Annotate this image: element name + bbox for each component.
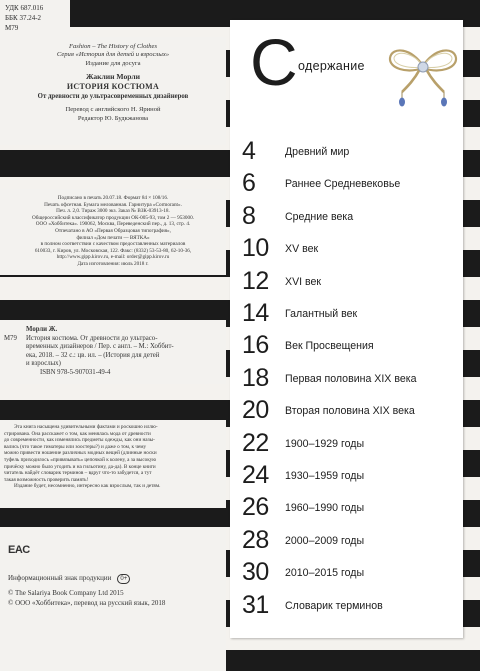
annotation-line: туфель приходилось «привязывать» цепочкой к колену, а за высокую xyxy=(4,456,157,463)
jeweled-bow-brooch-icon xyxy=(386,36,460,110)
toc-page-number: 12 xyxy=(242,266,269,295)
isbn: ISBN 978-5-907031-49-4 xyxy=(40,368,111,376)
annotation-block xyxy=(0,420,226,508)
toc-chapter-title: XV век xyxy=(285,243,319,256)
toc-page-number: 14 xyxy=(242,299,269,327)
toc-page-number: 16 xyxy=(242,331,269,360)
annotation-line: Издание будет, несомненно, интересно как взрослым, так и детям. xyxy=(14,483,161,490)
toc-page-number: 4 xyxy=(242,137,256,165)
imprint-line: Отпечатано в АО «Первая Образцовая типография», xyxy=(55,227,171,234)
age-rating-badge: 0+ xyxy=(117,574,130,584)
translator: Перевод с английского Н. Яриной xyxy=(65,106,161,114)
toc-page-number: 28 xyxy=(242,525,269,554)
toc-entry[interactable] xyxy=(230,492,463,522)
toc-chapter-title: Словарик терминов xyxy=(285,599,383,612)
annotation-line: вались (что такое гиматеры или зоостеры?) и даже о том, к чему xyxy=(4,443,147,450)
toc-page-number: 30 xyxy=(242,558,269,587)
annotation-line: можно привести ношение различных модных вещей (длинные носки xyxy=(4,450,157,457)
toc-entry[interactable] xyxy=(230,460,463,490)
toc-entry[interactable] xyxy=(230,395,463,425)
original-series: Fashion – The History of Clothes xyxy=(68,43,158,50)
toc-chapter-title: 1900–1929 годы xyxy=(285,437,365,450)
udk-block xyxy=(0,0,70,37)
toc-chapter-title: Первая половина XIX века xyxy=(285,372,417,385)
bbk-code: ББК 37.24-2 xyxy=(5,14,42,22)
imprint-line: 610033, г. Киров, ул. Московская, 122. Факс: (8332) 53-53-80, 62-10-36, xyxy=(34,247,192,254)
imprint-line: Подписано в печать 20.07.18. Формат 84 × 108/16. xyxy=(57,195,169,201)
toc-entry[interactable] xyxy=(230,330,463,360)
eac-logo: EAC xyxy=(8,544,30,556)
toc-page-number: 10 xyxy=(242,234,269,263)
edition-type: Издание для досуга xyxy=(85,59,141,67)
toc-page-number: 24 xyxy=(242,461,269,489)
copyright-original: © The Salariya Book Company Ltd 2015 xyxy=(8,589,124,597)
contents-title: одержание xyxy=(298,59,365,73)
toc-entry[interactable] xyxy=(230,525,463,555)
annotation-line: до современности, как изменялись предметы одежды, как они назы- xyxy=(4,437,155,444)
toc-page-number: 6 xyxy=(242,169,256,198)
toc-chapter-title: Раннее Средневековье xyxy=(285,178,401,191)
annotation-line: такая возможность проверить память! xyxy=(4,476,89,483)
imprint-block xyxy=(0,189,226,275)
toc-page-number: 22 xyxy=(242,428,269,457)
toc-chapter-title: Век Просвещения xyxy=(285,340,374,353)
editor: Редактор Ю. Будкжанова xyxy=(77,114,149,122)
series-name: Серия «История для детей и взрослых» xyxy=(56,51,170,59)
toc-page-number: 20 xyxy=(242,396,269,425)
catalog-mark: М79 xyxy=(4,334,17,342)
author-name: Жаклин Морли xyxy=(86,72,140,82)
contents-initial: С xyxy=(250,25,298,99)
annotation-line: читатель найдёт словарик терминов – вдруг что-то забудется, а тут xyxy=(4,470,152,477)
toc-entry[interactable] xyxy=(230,233,463,263)
toc-entry[interactable] xyxy=(230,590,463,620)
toc-page-number: 18 xyxy=(242,363,269,392)
book-subtitle: От древности до ультрасовременных дизайнеров xyxy=(37,93,189,101)
toc-page-number: 8 xyxy=(242,201,256,230)
imprint-line: в полном соответствии с качеством предоставленных материалов xyxy=(40,241,186,248)
catalog-line: временных дизайнеров / Пер. с англ. – М.: Хоббит- xyxy=(26,343,174,351)
imprint-line: ООО «Хоббитека». 190062, Москва, Переведенский пер., д. 13, стр. 4. xyxy=(35,221,191,228)
imprint-line: Дата изготовления: июль 2018 г. xyxy=(77,260,149,267)
imprint-line: Общероссийский классификатор продукции ОК-005-93, том 2 — 953000. xyxy=(32,214,194,221)
toc-chapter-title: 2010–2015 годы xyxy=(285,567,365,580)
annotation-line: Эта книга насыщена удивительными фактами и роскошно иллю- xyxy=(14,424,158,430)
toc-chapter-title: 2000–2009 годы xyxy=(285,534,365,547)
toc-chapter-title: 1960–1990 годы xyxy=(285,502,365,515)
udk-code: УДК 687.016 xyxy=(5,4,44,12)
info-sign-text: Информационный знак продукции xyxy=(8,574,112,582)
toc-chapter-title: 1930–1959 годы xyxy=(285,470,365,482)
catalog-card xyxy=(0,320,226,384)
title-block xyxy=(0,37,226,145)
catalog-author: Морли Ж. xyxy=(26,326,58,333)
book-title: ИСТОРИЯ КОСТЮМА xyxy=(66,82,160,92)
toc-entry[interactable] xyxy=(230,136,463,166)
catalog-line: ека, 2018. – 32 с.: цв. ил. – (История для детей xyxy=(26,351,160,359)
toc-chapter-title: Вторая половина XIX века xyxy=(285,405,415,418)
toc-entry[interactable] xyxy=(230,557,463,587)
toc-chapter-title: Галантный век xyxy=(285,308,358,320)
toc-entry[interactable] xyxy=(230,298,463,328)
toc-page-number: 31 xyxy=(242,590,269,619)
contents-card xyxy=(230,20,463,638)
info-sign-label xyxy=(8,573,165,584)
toc-entry[interactable] xyxy=(230,168,463,198)
toc-page-number: 26 xyxy=(242,493,269,522)
toc-chapter-title: Древний мир xyxy=(285,146,350,158)
toc-entry[interactable] xyxy=(230,363,463,393)
catalog-line: и взрослых) xyxy=(26,360,61,368)
imprint-line: http://www.gipp.kirov.ru, e-mail: order@gipp.kirov.ru xyxy=(56,254,170,261)
contents-header xyxy=(230,20,463,130)
annotation-line: стрирована. Она расскажет о том, как менялась мода от древности xyxy=(4,430,151,437)
toc-entry[interactable] xyxy=(230,201,463,231)
copyright-translation: © ООО «Хоббитека», перевод на русский язык, 2018 xyxy=(8,599,166,607)
imprint-line: филиал «Дом печати — ВЯТКА» xyxy=(76,234,150,241)
author-mark: М79 xyxy=(5,24,19,32)
imprint-line: Печ. л. 2,0. Тираж 3000 экз. Заказ № ВЗК-03913-18. xyxy=(56,208,170,215)
toc-entry[interactable] xyxy=(230,428,463,458)
toc-chapter-title: Средние века xyxy=(285,210,354,223)
toc-chapter-title: XVI век xyxy=(285,275,322,288)
annotation-line: причёску можно было угодить и на гильотину, да-да). В конце книги xyxy=(4,463,156,470)
toc-entry[interactable] xyxy=(230,266,463,296)
imprint-line: Печать офсетная. Бумага мелованная. Гарнитура «Cormorant». xyxy=(44,201,182,208)
footer-block xyxy=(0,530,226,671)
catalog-line: История костюма. От древности до ультрасо- xyxy=(26,334,158,342)
